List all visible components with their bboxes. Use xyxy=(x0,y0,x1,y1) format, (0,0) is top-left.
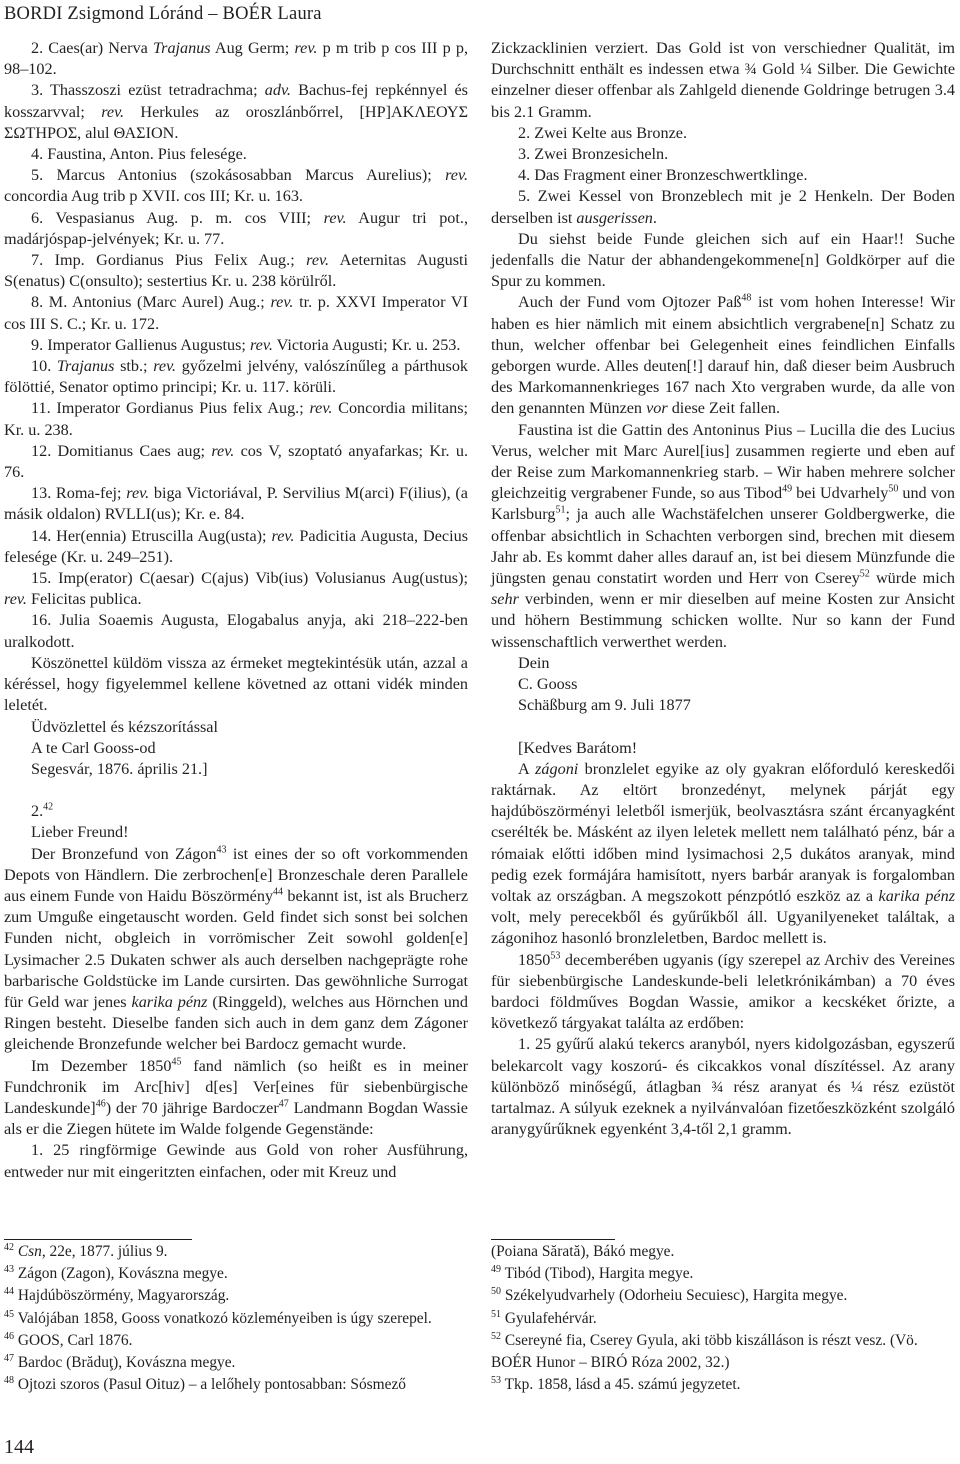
paragraph-text: 14. Her(ennia) Etruscilla Aug(usta); rev. Padicitia Augusta, Decius felesége (Kr. u. 249–251). xyxy=(4,526,468,566)
paragraph-text: Dein xyxy=(518,653,550,672)
footnote xyxy=(4,1374,468,1396)
paragraph-text: Auch der Fund vom Ojtozer Paß xyxy=(518,293,742,312)
footnote-rule-right xyxy=(491,1239,615,1240)
paragraph-text: 6. Vespasianus Aug. p. m. cos VIII; rev. Augur tri pot., madárjóspap-jelvények; Kr. u. 77. xyxy=(4,208,468,248)
paragraph-text: bekannt ist, ist als Brucherz zum Umguße eingetauscht worden. Geld findet sich sonst bei solchen Funden nicht, obgleich in vorrömischer Zeit sowohl golden[e] Lysimacher 2.5 Dukaten schwer als auch derselben nachgeprägte rohe barbarische Goldstücke im Lande cursirten. Das gewöhnliche Surrogat für Geld war jenes karika pénz (Ringgeld), welches aus Hörnchen und Ringen besteht. Dieselbe fanden sich auch in dem ganz dem Zágoner gleichende Bronzefunde welcher bei Bardocz gemacht wurde. xyxy=(4,886,468,1054)
paragraph xyxy=(4,801,468,822)
page-number: 144 xyxy=(4,1436,34,1458)
footnote-number: 46 xyxy=(4,1330,14,1342)
paragraph-text: ; ja auch alle Wachstäfelchen unserer Goldbergwerke, die offenbar absichtlich in Schachten verborgen sind, brechen mit diesem Jahr ab. Es kommt daher alles darauf an, ist bei diesem Münzfunde die jüngsten genau constatirt worden und Herr von Cserey xyxy=(491,505,955,588)
paragraph xyxy=(491,144,955,165)
paragraph xyxy=(4,441,468,483)
left-column xyxy=(4,38,468,1183)
paragraph-text: ist eines der so oft vorkommenden Depots von Händlern. Die zerbrochen[e] Bronzeschale deren Parallele aus einem Funde von Haidu Böszörmény xyxy=(4,844,468,905)
paragraph xyxy=(491,229,955,293)
footnote-ref: 53 xyxy=(550,950,561,962)
footnote-number: 47 xyxy=(4,1352,14,1364)
footnote-text: Ojtozi szoros (Pasul Oituz) – a lelőhely pontosabban: Sósmező xyxy=(17,1376,406,1394)
footnote-ref: 48 xyxy=(741,293,752,305)
paragraph-text: C. Gooss xyxy=(518,675,578,694)
right-column xyxy=(491,38,955,1140)
paragraph-text: Segesvár, 1876. április 21.] xyxy=(31,759,208,778)
paragraph xyxy=(4,250,468,292)
footnotes-left xyxy=(4,1241,468,1396)
paragraph xyxy=(4,610,468,652)
paragraph-text: Lieber Freund! xyxy=(31,823,129,842)
footnote-ref: 51 xyxy=(555,505,566,517)
footnote-text: Tibód (Tibod), Hargita megye. xyxy=(504,1265,694,1283)
footnote-text: Gyulafehérvár. xyxy=(504,1309,597,1327)
footnote xyxy=(491,1374,955,1396)
paragraph xyxy=(4,398,468,440)
paragraph-text: 3. Thasszoszi ezüst tetradrachma; adv. Bachus-fej repkénnyel és kosszarvval; rev. Herkules az oroszlánbőrrel, [ΗΡ]ΑΚΛΕΟΥΣ ΣΩΤΗΡΟΣ, alul ΘΑΣΙΟΝ. xyxy=(4,81,468,142)
footnote-ref: 44 xyxy=(273,886,284,898)
footnote-number: 49 xyxy=(491,1264,501,1276)
paragraph-text: Köszönettel küldöm vissza az érmeket megtekintésük után, azzal a kéréssel, hogy figyelemmel kellene követned az ottani vidék minden leletét. xyxy=(4,653,468,715)
paragraph-text: 5. Zwei Kessel von Bronzeblech mit je 2 Henkeln. Der Boden derselben ist ausgerissen. xyxy=(491,187,955,227)
paragraph-text: 11. Imperator Gordianus Pius felix Aug.; rev. Concordia militans; Kr. u. 238. xyxy=(4,399,468,439)
paragraph-text: Üdvözlettel és kézszorítással xyxy=(31,717,218,736)
footnote-number: 51 xyxy=(491,1308,501,1320)
paragraph-text: 1. 25 ringförmige Gewinde aus Gold von roher Ausführung, entweder nur mit eingeritzten einfachen, oder mit Kreuz und xyxy=(4,1141,468,1181)
paragraph xyxy=(491,1034,955,1140)
footnote-number: 44 xyxy=(4,1286,14,1298)
footnote xyxy=(4,1263,468,1285)
footnote-text: GOOS, Carl 1876. xyxy=(17,1331,133,1349)
paragraph xyxy=(4,822,468,843)
paragraph-text: 4. Das Fragment einer Bronzeschwertklinge. xyxy=(518,166,808,185)
paragraph xyxy=(4,335,468,356)
paragraph-text: fand nämlich (so heißt es in meiner Fundchronik im Arc[hiv] d[es] Ver[eines für siebenbürgische Landeskunde] xyxy=(4,1056,468,1117)
paragraph-text: ) der 70 jährige Bardoczer xyxy=(105,1098,279,1117)
paragraph-text: 3. Zwei Bronzesicheln. xyxy=(518,145,669,164)
paragraph-text: 1. 25 gyűrű alakú tekercs aranyból, nyers kidolgozásban, egyszerű belekarcolt vagy koszorú- és cikcakkos vonal díszítéssel. Az arany különböző minőségű, átlagban ¾ rész aranyat és ¼ rész ezüstöt tartalmaz. A súlyuk ezeknek a nyilvánvalóan fizetőeszközként szolgáló aranygyűrűknek egyenként 3,4-től 2,1 gramm. xyxy=(491,1035,955,1139)
paragraph-text: 4. Faustina, Anton. Pius felesége. xyxy=(31,145,247,164)
paragraph xyxy=(4,292,468,334)
paragraph xyxy=(4,653,468,717)
paragraph-text: 5. Marcus Antonius (szokásosabban Marcus Aurelius); rev. concordia Aug trib p XVII. cos III; Kr. u. 163. xyxy=(4,166,468,206)
footnote-number: 42 xyxy=(4,1241,14,1253)
paragraph xyxy=(491,186,955,228)
footnote xyxy=(491,1285,955,1307)
paragraph xyxy=(491,420,955,653)
paragraph-spacer xyxy=(4,780,468,801)
paragraph xyxy=(4,844,468,1056)
paragraph-text: bei Udvarhely xyxy=(792,484,889,503)
footnote-text: Székelyudvarhely (Odorheiu Secuiesc), Hargita megye. xyxy=(504,1287,848,1305)
paragraph-text: 12. Domitianus Caes aug; rev. cos V, szoptató anyafarkas; Kr. u. 76. xyxy=(4,441,468,482)
footnote-text: (Poiana Sărată), Bákó megye. xyxy=(491,1243,675,1260)
footnote-ref: 52 xyxy=(859,568,870,580)
footnote-number: 43 xyxy=(4,1264,14,1276)
footnote-text: Csn, 22e, 1877. július 9. xyxy=(17,1243,168,1260)
paragraph xyxy=(4,208,468,250)
paragraph xyxy=(491,674,955,695)
footnote xyxy=(4,1330,468,1352)
paragraph-text: Schäßburg am 9. Juli 1877 xyxy=(518,696,691,715)
paragraph xyxy=(4,759,468,780)
paragraph-text: 10. Trajanus stb.; rev. győzelmi jelvény, valószínűleg a párthusok fölöttié, Senator optimo principi; Kr. u. 117. körüli. xyxy=(4,357,469,397)
paragraph xyxy=(4,717,468,738)
footnotes-right xyxy=(491,1241,955,1396)
footnote-number: 45 xyxy=(4,1308,14,1320)
paragraph xyxy=(4,738,468,759)
paragraph xyxy=(4,568,468,610)
paragraph-text: 2. Caes(ar) Nerva Trajanus Aug Germ; rev. p m trib p cos III p p, 98–102. xyxy=(4,39,469,79)
footnote xyxy=(4,1308,468,1330)
paragraph-text: A zágoni bronzlelet egyike az oly gyakran előforduló kereskedői raktárnak. Az eltört bronzedényt, melynek párját egy hajdúböszörményi leletből ismerjük, beolvasztásra szánt ércanyagként cserélték be. Másként az ilyen leletek mellett nem található pénz, bár a rómaiak előtti időben mind lysimachosi 2,5 dukátos aranyak, mind pedig ezek formájára hamisított, nyers barbár aranyak is forgalomban voltak az országban. A megszokott pénzpótló eszköz az a karika pénz volt, mely perecekből és gyűrűkből áll. Ugyanilyeneket találtak, a zágonihoz hasonló bronzleletben, Bardoc mellett is. xyxy=(491,759,956,948)
footnote-text: Csereyné fia, Cserey Gyula, aki több kiszálláson is részt vesz. (Vö. BOÉR Hunor – BIRÓ Róza 2002, 32.) xyxy=(491,1331,918,1372)
paragraph-text: 16. Julia Soaemis Augusta, Elogabalus anyja, aki 218–222-ben uralkodott. xyxy=(4,611,468,651)
footnote-text: Hajdúböszörmény, Magyarország. xyxy=(17,1287,230,1305)
paragraph xyxy=(491,38,955,123)
footnote xyxy=(4,1352,468,1374)
paragraph-text: Im Dezember 1850 xyxy=(31,1056,172,1075)
paragraph-text: 15. Imp(erator) C(aesar) C(ajus) Vib(ius) Volusianus Aug(ustus); rev. Felicitas publica. xyxy=(4,569,468,609)
paragraph-text: ist vom hohen Interesse! Wir haben es hier nämlich mit einem absichtlich vergrabene[n] Schatz zu thun, welcher offenbar bei Gelegenheit eines feindlichen Einfalls geborgen wurde. Alles deuten[!] darauf hin, daß dieser beim Ausbruch des Markomannenkrieges 167 nach Xto vergraben wurde, da alle von den genannten Münzen vor diese Zeit fallen. xyxy=(491,293,955,418)
paragraph-text: 13. Roma-fej; rev. biga Victoriával, P. Servilius M(arci) F(ilius), (a másik oldalon) RVLLI(us); Kr. e. 84. xyxy=(4,484,468,524)
paragraph-spacer xyxy=(491,717,955,738)
paragraph xyxy=(4,1056,468,1141)
paragraph xyxy=(491,123,955,144)
paragraph-text: 9. Imperator Gallienus Augustus; rev. Victoria Augusti; Kr. u. 253. xyxy=(31,335,461,354)
paragraph xyxy=(491,738,955,759)
footnote-text: Valójában 1858, Gooss vonatkozó közleményeiben is úgy szerepel. xyxy=(17,1309,432,1327)
paragraph xyxy=(491,292,955,419)
paragraph xyxy=(491,653,955,674)
footnote-number: 48 xyxy=(4,1375,14,1387)
paragraph xyxy=(491,695,955,716)
paragraph-text: Du siehst beide Funde gleichen sich auf ein Haar!! Suche jedenfalls die Natur der abhandengekommene[n] Goldkörper auf die Spur zu kommen. xyxy=(491,229,955,291)
paragraph xyxy=(4,526,468,568)
paragraph xyxy=(491,759,955,950)
paragraph xyxy=(491,950,955,1035)
paragraph-text: decemberében ugyanis (így szerepel az Archiv des Vereines für siebenbürgische Landeskunde-beli leletkrónikámban) a 70 éves bardoci földműves Bogdan Wassie, amikor a kecskéket őrizte, a következő tárgyakat találta az erdőben: xyxy=(491,950,955,1033)
paragraph-text: Landmann Bogdan Wassie als er die Ziegen hütete im Walde folgende Gegenstände: xyxy=(4,1098,468,1139)
footnote-ref: 46 xyxy=(95,1098,106,1110)
paragraph-text: würde mich sehr verbinden, wenn er mir dieselben auf meine Kosten zur Ansicht und höhern Bestimmung schicken wollte. Nur so kann der Fund wissenschaftlich verwerthet werden. xyxy=(491,569,955,651)
paragraph-text: [Kedves Barátom! xyxy=(518,738,638,757)
footnote-number: 52 xyxy=(491,1330,501,1342)
footnote xyxy=(4,1241,468,1263)
paragraph xyxy=(4,80,468,144)
paragraph xyxy=(4,356,468,398)
footnote xyxy=(491,1263,955,1285)
footnote-ref: 45 xyxy=(171,1056,182,1068)
paragraph-text: Zickzacklinien verziert. Das Gold ist von verschiedner Qualität, im Durchschnitt enthält es indessen etwa ¾ Gold ¼ Silber. Die Gewichte einzelner dieser offenbar als Zahlgeld dienende Goldringe betrugen 3.4 bis 2.1 Gramm. xyxy=(491,39,955,121)
footnote xyxy=(491,1308,955,1330)
paragraph-text: A te Carl Gooss-od xyxy=(31,738,156,757)
paragraph-text: 2. xyxy=(31,802,44,821)
paragraph-text: 7. Imp. Gordianus Pius Felix Aug.; rev. Aeternitas Augusti S(enatus) C(onsulto); sestertius Kr. u. 238 körülről. xyxy=(4,251,468,291)
footnote-rule-left xyxy=(4,1239,192,1240)
paragraph-text: und von Karlsburg xyxy=(491,484,955,524)
paragraph-text: Faustina ist die Gattin des Antoninus Pius – Lucilla die des Lucius Verus, welcher mit Marc Aurel[ius] zusammen regierte und eben auf der Reise zum Markomannenkrieg starb. – Wir haben mehrere solcher gleichzeitig vergrabener Funde, so aus Tibod xyxy=(491,420,955,503)
footnote-text: Tkp. 1858, lásd a 45. számú jegyzetet. xyxy=(504,1376,741,1394)
running-header: BORDI Zsigmond Lóránd – BOÉR Laura xyxy=(4,4,322,24)
paragraph xyxy=(4,1140,468,1182)
footnote-text: Zágon (Zagon), Kovászna megye. xyxy=(17,1265,228,1283)
footnote-ref: 50 xyxy=(888,483,899,495)
footnote xyxy=(491,1330,955,1374)
paragraph-text: 2. Zwei Kelte aus Bronze. xyxy=(518,123,688,142)
paragraph-text: Der Bronzefund von Zágon xyxy=(31,844,217,863)
paragraph xyxy=(491,165,955,186)
footnote xyxy=(491,1241,955,1263)
paragraph xyxy=(4,38,468,80)
paragraph xyxy=(4,144,468,165)
footnote-ref: 49 xyxy=(782,483,793,495)
footnote xyxy=(4,1285,468,1307)
footnote-text: Bardoc (Brăduţ), Kovászna megye. xyxy=(17,1354,236,1372)
paragraph-text: 8. M. Antonius (Marc Aurel) Aug.; rev. tr. p. XXVI Imperator VI cos III S. C.; Kr. u. 172. xyxy=(4,293,468,333)
paragraph xyxy=(4,483,468,525)
paragraph-text: 1850 xyxy=(518,950,551,969)
footnote-number: 53 xyxy=(491,1375,501,1387)
footnote-ref: 43 xyxy=(216,844,227,856)
footnote-ref: 47 xyxy=(278,1098,289,1110)
footnote-number: 50 xyxy=(491,1286,501,1298)
footnote-ref: 42 xyxy=(43,801,54,813)
paragraph xyxy=(4,165,468,207)
